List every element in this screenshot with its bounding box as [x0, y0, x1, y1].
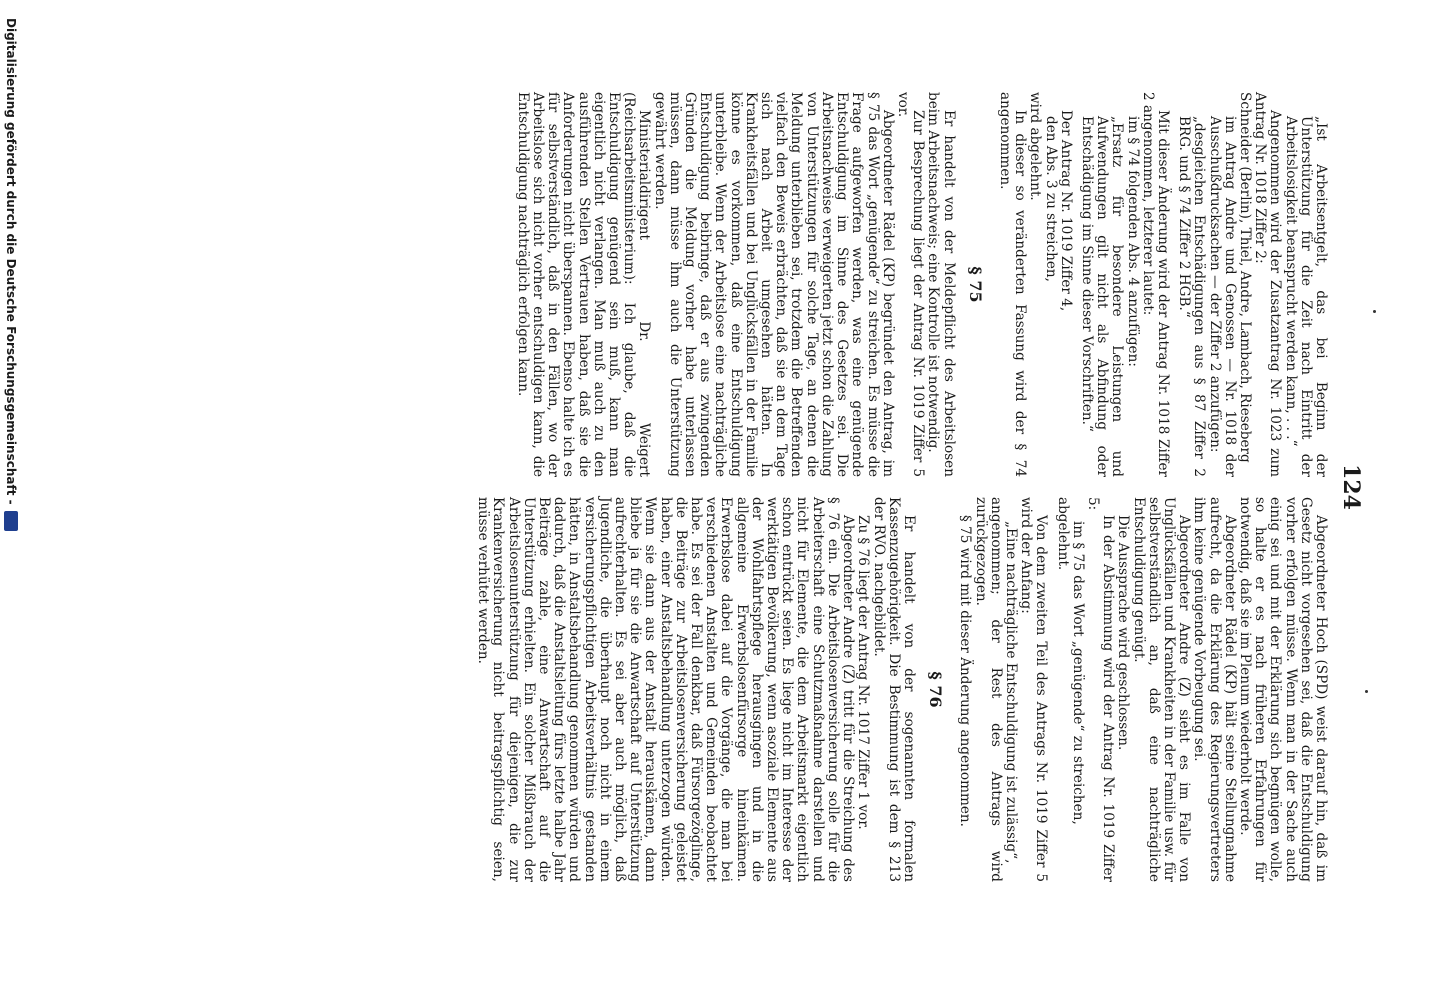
paragraph: Schneider (Berlin), Thiel, Andre, Lambach, Rieseberg: [1236, 92, 1253, 463]
paragraph: Von dem zweiten Teil des Antrags Nr. 1019 Ziffer 5 wird der Anfang:: [1018, 497, 1050, 882]
paragraph: Abgeordneter Andre (Z) sieht es im Falle von Unglücksfällen und Krankheiten in der Familie usw. für selbstverständlich an, daß eine nachträgliche Entschuldigung genügt.: [1130, 497, 1193, 882]
paragraph: Abgeordneter Hoch (SPD) weist darauf hin, daß im Gesetz nicht vorgesehen sei, daß die Entschuldigung vorher erfolgen müsse. Wenn man in der Sache auch einig sei und mit der Erklärung sich begnügen wolle, so halte er es nach früheren Erfahrungen für notwendig, daß sie im Plenum wiederholt werde.: [1236, 497, 1329, 882]
quoted-text: „Ersatz für besondere Leistungen und Aufwendungen gilt nicht als Abfindung oder Entschädigung im Sinne dieser Vorschriften.“: [1078, 116, 1126, 477]
text-columns: [475, 92, 1328, 882]
scan-speck: [1373, 310, 1376, 313]
paragraph: angenommen; der Rest des Antrags wird zurückgezogen.: [972, 497, 1004, 882]
paragraph: Angenommen wird der Zusatzantrag Nr. 1023 zum Antrag Nr. 1018 Ziffer 2:: [1252, 92, 1284, 477]
left-column: [475, 92, 1328, 477]
right-column: [475, 497, 1328, 882]
quoted-text: „Ist Arbeitsentgelt, das bei Beginn der Unterstützung für die Zeit nach Eintritt der Arbeitslosigkeit beansprucht werden kann, . . .“: [1282, 116, 1329, 477]
quoted-text: im § 74 folgenden Abs. 4 anzufügen:: [1124, 116, 1141, 367]
paragraph: Mit dieser Änderung wird der Antrag Nr. 1018 Ziffer 2 angenommen, letzterer lautet:: [1139, 92, 1171, 477]
paragraph: § 75 wird mit dieser Änderung angenommen.: [957, 515, 974, 827]
paragraph: Abgeordneter Rädel (KP) hält seine Stellungnahme aufrecht, da die Erklärung des Regierungsvertreters ihm keine genügende Vorbeugung sei.: [1191, 497, 1238, 882]
section-heading: § 75: [965, 266, 985, 303]
paragraph: Er handelt von der Meldepflicht des Arbeitslosen beim Arbeitsnachweis; eine Kontrolle ist notwendig.: [925, 92, 957, 477]
quoted-text: „Eine nachträgliche Entschuldigung ist zulässig“,: [1002, 521, 1019, 864]
quoted-text: „desgleichen Entschädigungen aus § 87 Ziffer 2 BRG. und § 74 Ziffer 2 HGB.“: [1176, 116, 1208, 477]
paragraph: In dieser so veränderten Fassung wird der § 74 angenommen.: [996, 92, 1029, 477]
paragraph: Er handelt von der sogenannten formalen Kassenzugehörigkeit. Die Bestimmung ist dem § 213 der RVO. nachgebildet.: [870, 497, 917, 882]
paragraph: wird abgelehnt.: [1027, 92, 1044, 201]
page-number: 124: [1338, 464, 1364, 510]
footer-credit: Digitalisierung gefördert durch die Deutsche Forschungsgemeinschaft -: [4, 18, 18, 505]
paragraph: abgelehnt.: [1054, 497, 1071, 571]
footer: [0, 0, 22, 1000]
paragraph: Ministerialdirigent Dr. Weigert (Reichsarbeitsministerium): Ich glaube, daß die Entschuldigung genügend sein muß, kann man eigentlich nicht verlangen. Man muß auch zu den ausführenden Stellen Vertrauen haben, daß sie die Anforderungen nicht überspannen. Ebenso halte ich es für selbstverständlich, daß in den Fällen, wo der Arbeitslose sich nicht vorher entschuldigen kann, die Entschuldigung nachträglich erfolgen kann.: [514, 92, 653, 477]
paragraph: In der Abstimmung wird der Antrag Nr. 1019 Ziffer 5:: [1084, 497, 1117, 882]
paragraph: Der Antrag Nr. 1019 Ziffer 4,: [1057, 110, 1074, 312]
paragraph: Zu § 76 liegt der Antrag Nr. 1017 Ziffer 1 vor.: [855, 515, 872, 830]
scan-speck: [1365, 690, 1368, 693]
paragraph: Zur Besprechung liegt der Antrag Nr. 1019 Ziffer 5 vor.: [894, 92, 927, 477]
quoted-text: den Abs. 3 zu streichen,: [1042, 116, 1059, 282]
dfg-logo-icon: [4, 511, 18, 531]
quoted-text: im § 75 das Wort „genügende“ zu streichen,: [1069, 521, 1086, 825]
section-heading: § 76: [926, 671, 946, 708]
paragraph: Die Aussprache wird geschlossen.: [1115, 515, 1132, 751]
paragraph: Abgeordneter Rädel (KP) begründet den Antrag, im § 75 das Wort „genügende“ zu streichen. Es müsse die Frage aufgeworfen werden, was eine genügende Entschuldigung im Sinne des Gesetzes sei. Die Arbeitsnachweise verweigerten jetzt schon die Zahlung von Unterstützungen für solche Tage, an denen die Meldung unterblieben sei, trotzdem die Betreffenden vielfach den Beweis erbrächten, daß sie an dem Tage sich nach Arbeit umgesehen hätten. In Krankheitsfällen und bei Unglücksfällen in der Familie könne es vorkommen, daß eine Entschuldigung unterbleibe. Wenn der Arbeitslose eine nachträgliche Entschuldigung beibringe, daß er aus zwingenden Gründen die Meldung vorher habe unterlassen müssen, dann müsse ihm auch die Unterstützung gewährt werden.: [651, 92, 896, 477]
quoted-text: im Antrag Andre und Genossen — Nr. 1018 der Ausschußdrucksachen — der Ziffer 2 anzufügen:: [1206, 116, 1238, 477]
paragraph: Abgeordneter Andre (Z) tritt für die Streichung des § 76 ein. Die Arbeitslosenversicherung solle für die Arbeiterschaft eine Schutzmaßnahme darstellen und nicht für Elemente, die dem Arbeitsmarkt eigentlich schon entrückt seien. Es liege nicht im Interesse der werktätigen Bevölkerung, wenn asoziale Elemente aus der Wohlfahrtspflege herausgingen und in die allgemeine Erwerbslosenfürsorge hineinkämen. Erwerbslose dabei auf die Vorgänge, die man bei verschiedenen Anstalten und Gemeinden beobachtet habe. Es sei der Fall denkbar, daß Fürsorgezöglinge, die Beiträge zur Arbeitslosenversicherung geleistet haben, einer Anstaltsbehandlung unterzogen würden. Wenn sie dann aus der Anstalt herauskämen, dann bliebe ja für sie die Anwartschaft auf Unterstützung aufrechterhalten. Es sei aber auch möglich, daß Jugendliche, die überhaupt noch nicht in einem versicherungspflichtigen Arbeitsverhältnis gestanden hätten, in Anstaltsbehandlung genommen würden und dadurch, daß die Anstaltsleitung fürs letzte halbe Jahr Beiträge zahle, eine Anwartschaft auf die Unterstützung erhielten. Ein solcher Mißbrauch der Arbeitslosenunterstützung für diejenigen, die zur Krankenversicherung nicht beitragspflichtig seien, müsse verhütet werden.: [475, 497, 857, 882]
